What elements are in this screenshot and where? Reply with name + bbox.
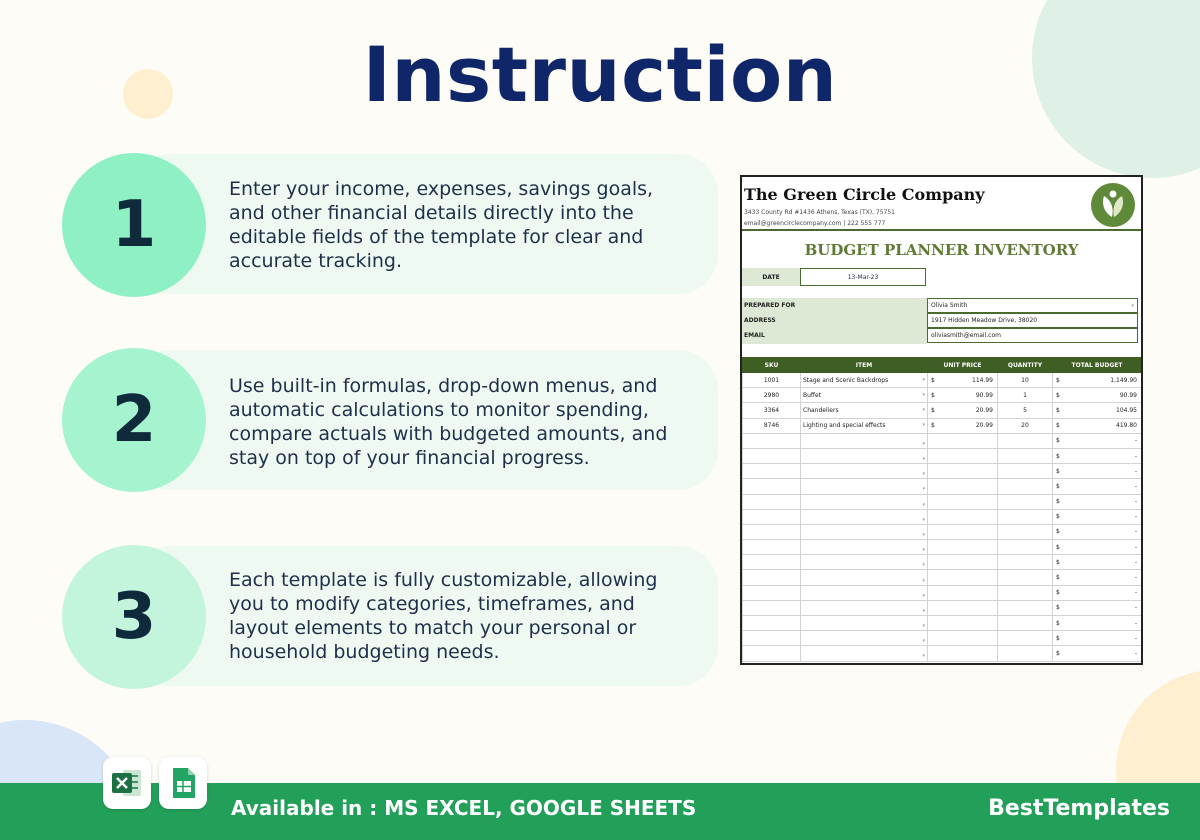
total-budget-cell-value: 1,149.90 [1110, 376, 1137, 384]
chevron-down-icon[interactable]: ▾ [922, 501, 925, 508]
excel-icon [103, 757, 151, 809]
chevron-down-icon[interactable]: ▾ [922, 516, 925, 523]
table-row [743, 509, 1142, 524]
table-row [743, 631, 1142, 646]
sheet-heading: BUDGET PLANNER INVENTORY [804, 241, 1079, 259]
budget-table [742, 357, 1142, 662]
total-budget-cell-value: - [1134, 558, 1137, 566]
total-budget-cell-value: - [1134, 528, 1137, 536]
total-budget-cell-value: - [1134, 634, 1137, 642]
total-budget-cell-value: - [1134, 467, 1137, 475]
sku-cell[interactable] [743, 433, 801, 448]
sku-cell[interactable] [743, 600, 801, 615]
spreadsheet-preview [740, 175, 1143, 665]
header-divider [742, 229, 1141, 231]
item-cell[interactable] [801, 388, 928, 403]
total-budget-cell[interactable] [1053, 616, 1142, 631]
chevron-down-icon[interactable]: ▾ [922, 607, 925, 614]
total-budget-cell-value: - [1134, 649, 1137, 657]
prepared-for-label: PREPARED FOR [744, 302, 796, 309]
unit-price-cell-value: 20.99 [975, 406, 993, 414]
column-header: UNIT PRICE [928, 358, 998, 373]
quantity-cell[interactable] [998, 585, 1053, 600]
availability-text: Available in : MS EXCEL, GOOGLE SHEETS [231, 796, 697, 820]
unit-price-cell[interactable] [928, 524, 998, 539]
quantity-cell[interactable]: 1 [998, 388, 1053, 403]
chevron-down-icon[interactable]: ▾ [922, 547, 925, 554]
item-cell[interactable] [801, 373, 928, 388]
total-budget-cell[interactable] [1053, 479, 1142, 494]
total-budget-cell-value: - [1134, 452, 1137, 460]
date-label: DATE [742, 268, 800, 286]
unit-price-cell[interactable] [928, 494, 998, 509]
chevron-down-icon[interactable]: ▾ [922, 562, 925, 569]
item-cell[interactable] [801, 570, 928, 585]
currency-symbol: $ [1056, 558, 1060, 566]
item-cell[interactable] [801, 555, 928, 570]
quantity-cell[interactable] [998, 600, 1053, 615]
page-title: Instruction [362, 30, 838, 119]
currency-symbol: $ [1056, 437, 1060, 445]
chevron-down-icon[interactable]: ▾ [922, 592, 925, 599]
sku-cell[interactable] [743, 540, 801, 555]
quantity-cell[interactable] [998, 646, 1053, 661]
currency-symbol: $ [931, 391, 935, 399]
total-budget-cell[interactable] [1053, 388, 1142, 403]
total-budget-cell-value: - [1134, 604, 1137, 612]
total-budget-cell[interactable] [1053, 540, 1142, 555]
chevron-down-icon[interactable]: ▾ [922, 456, 925, 463]
quantity-cell[interactable] [998, 509, 1053, 524]
sku-cell[interactable] [743, 509, 801, 524]
quantity-cell[interactable] [998, 524, 1053, 539]
unit-price-cell[interactable] [928, 509, 998, 524]
total-budget-cell-value: 90.99 [1119, 391, 1137, 399]
column-header: TOTAL BUDGET [1053, 358, 1142, 373]
quantity-cell[interactable] [998, 433, 1053, 448]
prepared-for-field[interactable] [927, 298, 1138, 313]
item-cell[interactable] [801, 631, 928, 646]
table-row [743, 464, 1142, 479]
item-cell[interactable] [801, 464, 928, 479]
total-budget-cell-value: - [1134, 619, 1137, 627]
item-value: Buffet [803, 391, 822, 399]
google-sheets-icon [159, 757, 207, 809]
total-budget-cell[interactable] [1053, 403, 1142, 418]
currency-symbol: $ [1056, 452, 1060, 460]
total-budget-cell[interactable] [1053, 494, 1142, 509]
table-row [743, 540, 1142, 555]
item-cell[interactable] [801, 524, 928, 539]
chevron-down-icon[interactable]: ▾ [922, 471, 925, 478]
unit-price-cell[interactable] [928, 540, 998, 555]
address-label: ADDRESS [744, 317, 776, 324]
currency-symbol: $ [1056, 467, 1060, 475]
sku-cell[interactable] [743, 585, 801, 600]
total-budget-cell[interactable] [1053, 418, 1142, 433]
table-row [743, 600, 1142, 615]
step-text-1: Enter your income, expenses, savings goals, and other financial details directly into the editable fields of the template for clear and accurate tracking. [229, 178, 654, 272]
chevron-down-icon[interactable]: ▾ [922, 486, 925, 493]
item-cell[interactable] [801, 403, 928, 418]
quantity-cell[interactable] [998, 555, 1053, 570]
unit-price-cell[interactable] [928, 616, 998, 631]
chevron-down-icon[interactable]: ▾ [922, 406, 925, 413]
total-budget-cell[interactable] [1053, 433, 1142, 448]
column-header: SKU [743, 358, 801, 373]
sku-cell[interactable] [743, 555, 801, 570]
currency-symbol: $ [931, 422, 935, 430]
item-cell[interactable] [801, 418, 928, 433]
total-budget-cell-value: - [1134, 498, 1137, 506]
quantity-cell[interactable]: 10 [998, 373, 1053, 388]
total-budget-cell[interactable] [1053, 509, 1142, 524]
total-budget-cell[interactable] [1053, 464, 1142, 479]
unit-price-cell-value: 114.99 [972, 376, 993, 384]
date-field[interactable]: 13-Mar-23 [800, 268, 926, 286]
unit-price-cell[interactable] [928, 600, 998, 615]
table-row [743, 388, 1142, 403]
unit-price-cell[interactable] [928, 418, 998, 433]
item-cell[interactable] [801, 448, 928, 463]
total-budget-cell-value: - [1134, 513, 1137, 521]
unit-price-cell[interactable] [928, 585, 998, 600]
sku-cell[interactable] [743, 616, 801, 631]
total-budget-cell-value: 104.95 [1116, 406, 1137, 414]
currency-symbol: $ [1056, 528, 1060, 536]
sku-cell[interactable]: 8746 [743, 418, 801, 433]
currency-symbol: $ [931, 406, 935, 414]
quantity-cell[interactable] [998, 631, 1053, 646]
total-budget-cell-value: - [1134, 574, 1137, 582]
currency-symbol: $ [1056, 482, 1060, 490]
total-budget-cell[interactable] [1053, 524, 1142, 539]
unit-price-cell-value: 20.99 [975, 422, 993, 430]
quantity-cell[interactable] [998, 479, 1053, 494]
quantity-cell[interactable] [998, 448, 1053, 463]
total-budget-cell[interactable] [1053, 570, 1142, 585]
unit-price-cell[interactable] [928, 479, 998, 494]
step-number-2: 2 [62, 348, 206, 492]
total-budget-cell[interactable] [1053, 555, 1142, 570]
quantity-cell[interactable] [998, 540, 1053, 555]
currency-symbol: $ [1056, 589, 1060, 597]
sku-cell[interactable]: 1001 [743, 373, 801, 388]
chevron-down-icon[interactable]: ▾ [922, 440, 925, 447]
prepared-for-value: Olivia Smith [931, 302, 968, 309]
quantity-cell[interactable] [998, 464, 1053, 479]
chevron-down-icon[interactable]: ▾ [922, 638, 925, 645]
table-row [743, 448, 1142, 463]
table-row [743, 479, 1142, 494]
unit-price-cell[interactable] [928, 373, 998, 388]
currency-symbol: $ [1056, 391, 1060, 399]
unit-price-cell[interactable] [928, 464, 998, 479]
currency-symbol: $ [1056, 513, 1060, 521]
unit-price-cell[interactable] [928, 403, 998, 418]
chevron-down-icon[interactable]: ▾ [922, 653, 925, 660]
total-budget-cell-value: 419.80 [1116, 422, 1137, 430]
email-field[interactable]: oliviasmith@email.com [927, 328, 1138, 343]
step-number-1: 1 [62, 153, 206, 297]
step-text-2: Use built-in formulas, drop-down menus, and automatic calculations to monitor spending, compare actuals with budgeted amounts, and stay on top of your financial progress. [229, 375, 668, 469]
currency-symbol: $ [931, 376, 935, 384]
table-row [743, 494, 1142, 509]
item-cell[interactable] [801, 646, 928, 661]
item-cell[interactable] [801, 616, 928, 631]
quantity-cell[interactable]: 5 [998, 403, 1053, 418]
currency-symbol: $ [1056, 619, 1060, 627]
table-row [743, 418, 1142, 433]
chevron-down-icon: ▾ [1131, 302, 1134, 309]
chevron-down-icon[interactable]: ▾ [922, 422, 925, 429]
total-budget-cell-value: - [1134, 589, 1137, 597]
chevron-down-icon[interactable]: ▾ [922, 391, 925, 398]
item-cell[interactable] [801, 509, 928, 524]
total-budget-cell-value: - [1134, 437, 1137, 445]
table-row [743, 616, 1142, 631]
step-number-3: 3 [62, 545, 206, 689]
item-cell[interactable] [801, 433, 928, 448]
leaf-logo-icon [1091, 183, 1135, 227]
currency-symbol: $ [1056, 422, 1060, 430]
total-budget-cell[interactable] [1053, 600, 1142, 615]
chevron-down-icon[interactable]: ▾ [922, 577, 925, 584]
table-row [743, 585, 1142, 600]
total-budget-cell-value: - [1134, 543, 1137, 551]
item-value: Lighting and special effects [803, 422, 886, 430]
quantity-cell[interactable] [998, 494, 1053, 509]
unit-price-cell-value: 90.99 [975, 391, 993, 399]
chevron-down-icon[interactable]: ▾ [922, 531, 925, 538]
table-header-row [743, 358, 1142, 373]
currency-symbol: $ [1056, 543, 1060, 551]
unit-price-cell[interactable] [928, 570, 998, 585]
unit-price-cell[interactable] [928, 433, 998, 448]
total-budget-cell[interactable] [1053, 448, 1142, 463]
item-cell[interactable] [801, 494, 928, 509]
item-cell[interactable] [801, 479, 928, 494]
sku-cell[interactable]: 3364 [743, 403, 801, 418]
sku-cell[interactable] [743, 464, 801, 479]
sku-cell[interactable] [743, 646, 801, 661]
item-cell[interactable] [801, 540, 928, 555]
item-value: Chandeliers [803, 406, 839, 414]
table-row [743, 555, 1142, 570]
sku-cell[interactable] [743, 631, 801, 646]
item-cell[interactable] [801, 600, 928, 615]
table-row [743, 373, 1142, 388]
email-label: EMAIL [744, 332, 765, 339]
currency-symbol: $ [1056, 376, 1060, 384]
table-row [743, 524, 1142, 539]
column-header: ITEM [801, 358, 928, 373]
total-budget-cell[interactable] [1053, 373, 1142, 388]
sku-cell[interactable] [743, 448, 801, 463]
address-field[interactable]: 1917 Hidden Meadow Drive, 38020 [927, 313, 1138, 328]
sku-cell[interactable] [743, 494, 801, 509]
unit-price-cell[interactable] [928, 388, 998, 403]
item-cell[interactable] [801, 585, 928, 600]
table-row [743, 570, 1142, 585]
step-text-3: Each template is fully customizable, allowing you to modify categories, timeframes, and layout elements to match your personal or household budgeting needs. [229, 569, 658, 663]
column-header: QUANTITY [998, 358, 1053, 373]
quantity-cell[interactable] [998, 616, 1053, 631]
total-budget-cell[interactable] [1053, 585, 1142, 600]
sku-cell[interactable] [743, 524, 801, 539]
item-value: Stage and Scenic Backdrops [803, 376, 889, 384]
currency-symbol: $ [1056, 498, 1060, 506]
sku-cell[interactable] [743, 570, 801, 585]
total-budget-cell[interactable] [1053, 631, 1142, 646]
unit-price-cell[interactable] [928, 646, 998, 661]
table-row [743, 403, 1142, 418]
unit-price-cell[interactable] [928, 555, 998, 570]
quantity-cell[interactable] [998, 570, 1053, 585]
sku-cell[interactable]: 2980 [743, 388, 801, 403]
table-row [743, 433, 1142, 448]
table-row [743, 646, 1142, 661]
total-budget-cell-value: - [1134, 482, 1137, 490]
chevron-down-icon[interactable]: ▾ [922, 376, 925, 383]
unit-price-cell[interactable] [928, 448, 998, 463]
currency-symbol: $ [1056, 406, 1060, 414]
company-contact: email@greencirclecompany.com | 222 555 777 [744, 220, 886, 227]
total-budget-cell[interactable] [1053, 646, 1142, 661]
currency-symbol: $ [1056, 634, 1060, 642]
company-name: The Green Circle Company [744, 185, 985, 204]
sku-cell[interactable] [743, 479, 801, 494]
brand-name: BestTemplates [988, 796, 1170, 821]
currency-symbol: $ [1056, 649, 1060, 657]
unit-price-cell[interactable] [928, 631, 998, 646]
quantity-cell[interactable]: 20 [998, 418, 1053, 433]
chevron-down-icon[interactable]: ▾ [922, 623, 925, 630]
currency-symbol: $ [1056, 574, 1060, 582]
currency-symbol: $ [1056, 604, 1060, 612]
company-address: 3433 County Rd #1436 Athens, Texas (TX), 75751 [744, 209, 895, 216]
